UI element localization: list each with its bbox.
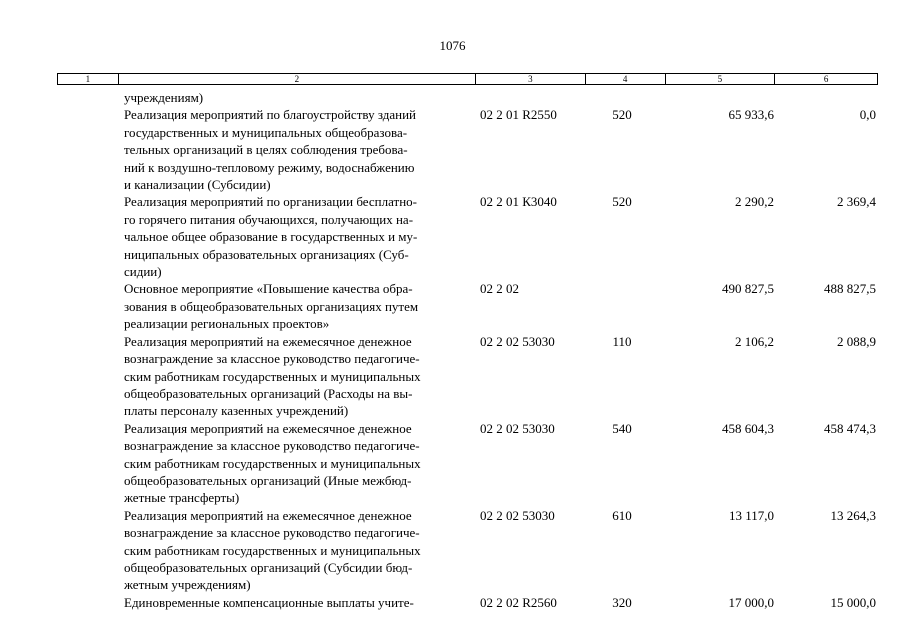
row-value-year-1: 490 827,5 (722, 281, 774, 297)
row-expense-type: 110 (612, 333, 632, 349)
row-column-1 (57, 280, 118, 332)
row-column-1 (57, 106, 118, 193)
row-expense-type: 320 (612, 594, 632, 610)
column-header-4: 4 (586, 74, 666, 84)
row-value-year-1: 13 117,0 (728, 507, 774, 523)
row-budget-code: 02 2 02 R2560 (480, 594, 557, 610)
row-description: Реализация мероприятий на ежемесячное денежное вознаграждение за классное руководство педагогиче- ским работникам государственных и муниципальных общеобразовательных организаций (Субсидии бюд- жетным учреждениям) (124, 507, 421, 593)
row-description: Единовременные компенсационные выплаты учите- (124, 594, 414, 610)
row-value-year-2: 2 088,9 (837, 333, 876, 349)
row-value-year-2: 458 474,3 (824, 420, 876, 436)
table-row (57, 89, 878, 106)
row-description: Реализация мероприятий на ежемесячное денежное вознаграждение за классное руководство педагогиче- ским работникам государственных и муниципальных общеобразовательных организаций (Иные межбюд- жетные трансферты) (124, 420, 421, 506)
table-row (57, 280, 878, 332)
row-budget-code (476, 89, 586, 106)
row-column-1 (57, 333, 118, 420)
table-row (57, 420, 878, 507)
column-header-6: 6 (823, 74, 829, 84)
row-column-1 (57, 594, 118, 611)
row-budget-code: 02 2 02 53030 (480, 333, 555, 349)
row-budget-code: 02 2 02 53030 (480, 507, 555, 523)
row-value-year-1: 65 933,6 (728, 107, 774, 123)
row-value-year-2: 0,0 (859, 107, 876, 123)
row-budget-code: 02 2 02 (480, 281, 519, 297)
row-value-year-2: 2 369,4 (837, 194, 876, 210)
row-value-year-1: 2 290,2 (735, 194, 774, 210)
row-description: Основное мероприятие «Повышение качества обра- зования в общеобразовательных организациях путем реализации региональных проектов» (124, 281, 419, 332)
column-header-2: 2 (119, 74, 476, 84)
row-column-1 (57, 507, 118, 594)
row-budget-code: 02 2 02 53030 (480, 420, 555, 436)
row-value-year-2: 13 264,3 (830, 507, 876, 523)
row-column-1 (57, 420, 118, 507)
row-description: Реализация мероприятий по организации бесплатно- го горячего питания обучающихся, получающих на- чальное общее образование в государственных и му- ниципальных образовательных организациях (Суб- сидии) (124, 194, 418, 280)
table-body (57, 89, 878, 611)
row-column-1 (57, 193, 118, 280)
table-row (57, 106, 878, 193)
row-description: Реализация мероприятий по благоустройству зданий государственных и муниципальных общеобразова- тельных организаций в целях соблюдения требова- ний к воздушно-тепловому режиму, водоснабжению и канализации (Субсидии) (124, 107, 416, 193)
row-value-year-1: 458 604,3 (722, 420, 774, 436)
table-row (57, 333, 878, 420)
column-header-1: 1 (58, 74, 119, 84)
row-value-year-2 (776, 89, 878, 106)
row-value-year-1 (666, 89, 776, 106)
row-description: учреждениям) (124, 90, 204, 105)
table-row (57, 193, 878, 280)
column-header-5: 5 (666, 74, 776, 84)
table-row (57, 507, 878, 594)
row-value-year-1: 2 106,2 (735, 333, 774, 349)
row-value-year-2: 488 827,5 (824, 281, 876, 297)
column-header-3: 3 (476, 74, 586, 84)
row-column-1 (57, 89, 118, 106)
row-expense-type (586, 89, 666, 106)
row-value-year-1: 17 000,0 (728, 594, 774, 610)
table-row (57, 594, 878, 611)
row-expense-type (586, 280, 666, 332)
row-expense-type: 520 (612, 107, 632, 123)
table-header (57, 73, 878, 85)
row-budget-code: 02 2 01 К3040 (480, 194, 557, 210)
row-budget-code: 02 2 01 R2550 (480, 107, 557, 123)
page-number: 1076 (439, 38, 466, 53)
row-description: Реализация мероприятий на ежемесячное денежное вознаграждение за классное руководство педагогиче- ским работникам государственных и муниципальных общеобразовательных организаций (Расходы на вы- платы персоналу казенных учреждений) (124, 333, 421, 419)
row-expense-type: 610 (612, 507, 632, 523)
row-expense-type: 540 (612, 420, 632, 436)
row-expense-type: 520 (612, 194, 632, 210)
row-value-year-2: 15 000,0 (830, 594, 876, 610)
